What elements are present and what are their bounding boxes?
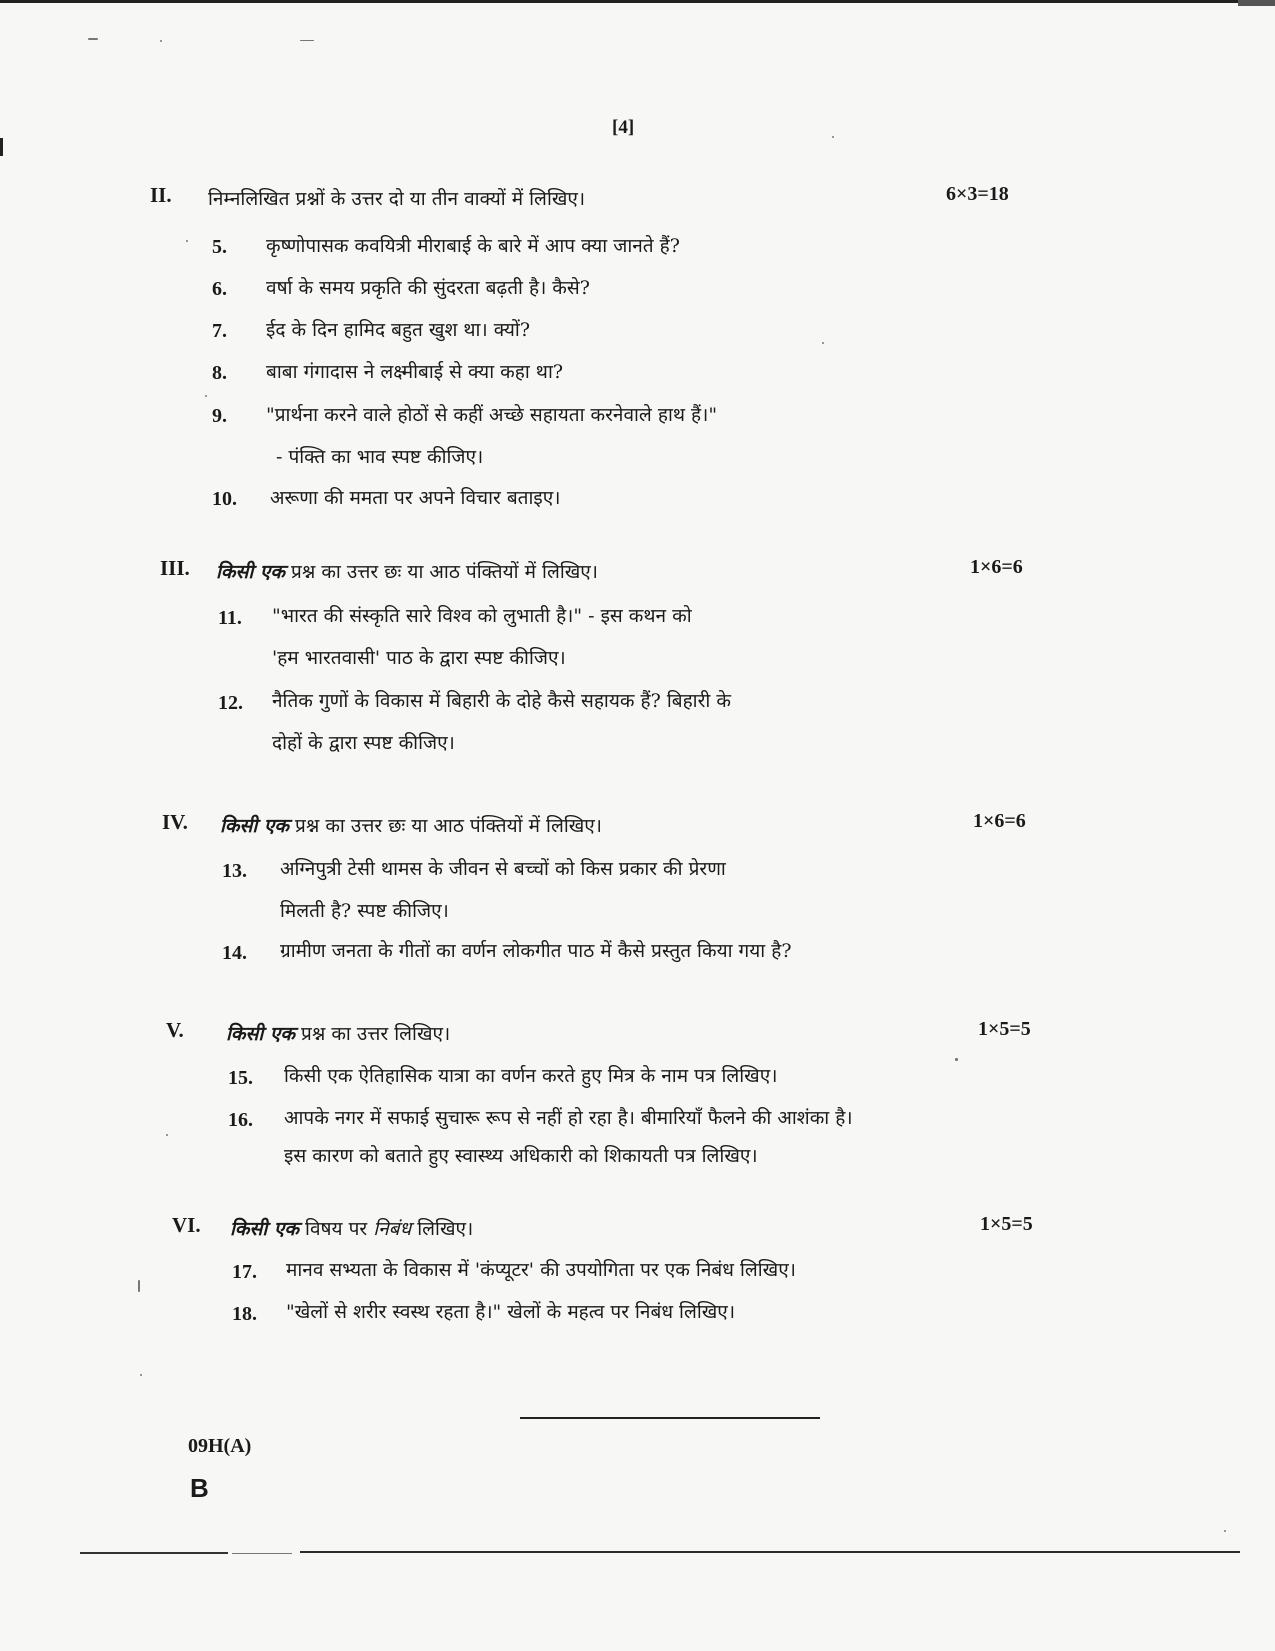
instruction-mid: विषय पर	[305, 1218, 368, 1240]
paper-code: 09H(A)	[188, 1435, 252, 1457]
question-number: 8.	[212, 362, 227, 384]
end-of-paper-rule	[520, 1417, 820, 1419]
section-numeral: IV.	[162, 810, 188, 834]
section-instruction	[220, 812, 602, 838]
question-number: 6.	[212, 278, 227, 300]
question-number: 16.	[228, 1109, 253, 1131]
question-text-continued: दोहों के द्वारा स्पष्ट कीजिए।	[272, 732, 455, 754]
question-text: अरूणा की ममता पर अपने विचार बताइए।	[270, 487, 561, 509]
question-number: 9.	[212, 405, 227, 427]
question-text: ईद के दिन हामिद बहुत खुश था। क्यों?	[266, 319, 531, 341]
scan-speck	[186, 240, 188, 242]
question-text: कृष्णोपासक कवयित्री मीराबाई के बारे में आप क्या जानते हैं?	[266, 235, 680, 257]
instruction-emphasis-2: निबंध	[373, 1218, 412, 1240]
section-iii-header	[0, 556, 1275, 586]
question-text-continued: 'हम भारतवासी' पाठ के द्वारा स्पष्ट कीजिए।	[272, 647, 566, 669]
corner-mark	[1238, 0, 1275, 6]
section-numeral: VI.	[172, 1213, 201, 1237]
section-numeral: II.	[150, 183, 172, 207]
question-number: 15.	[228, 1067, 253, 1089]
question-text: अग्निपुत्री टेसी थामस के जीवन से बच्चों को किस प्रकार की प्रेरणा	[280, 858, 726, 880]
question-text-continued: मिलती है? स्पष्ट कीजिए।	[280, 900, 449, 922]
section-instruction	[230, 1215, 473, 1241]
scan-speck	[140, 1374, 142, 1376]
instruction-emphasis: किसी एक	[226, 1023, 295, 1045]
question-number: 17.	[232, 1261, 257, 1283]
section-marks: 1×5=5	[978, 1018, 1031, 1040]
scan-speck	[1224, 1530, 1226, 1532]
question-number: 11.	[218, 607, 242, 629]
page-number: [4]	[612, 117, 635, 138]
bottom-border-line	[232, 1553, 292, 1554]
section-marks: 1×5=5	[980, 1213, 1033, 1235]
question-text: "प्रार्थना करने वाले होठों से कहीं अच्छे सहायता करनेवाले हाथ हैं।"	[266, 404, 718, 426]
question-text: वर्षा के समय प्रकृति की सुंदरता बढ़ती है। कैसे?	[266, 277, 590, 299]
section-instruction	[216, 558, 598, 584]
section-numeral: V.	[166, 1018, 184, 1042]
section-ii-header	[0, 183, 1275, 213]
question-number: 14.	[222, 942, 247, 964]
instruction-rest: प्रश्न का उत्तर छः या आठ पंक्तियों में लिखिए।	[291, 561, 598, 583]
section-instruction: निम्नलिखित प्रश्नों के उत्तर दो या तीन वाक्यों में लिखिए।	[208, 188, 586, 210]
question-text: बाबा गंगादास ने लक्ष्मीबाई से क्या कहा था?	[266, 361, 564, 383]
question-text: "खेलों से शरीर स्वस्थ रहता है।" खेलों के महत्व पर निबंध लिखिए।	[286, 1301, 736, 1323]
margin-mark	[0, 138, 3, 156]
bottom-border-line	[80, 1552, 228, 1554]
scan-speck	[822, 342, 824, 344]
scan-speck	[205, 395, 207, 397]
scan-speck	[955, 1058, 958, 1061]
section-marks: 6×3=18	[946, 183, 1009, 205]
question-text: किसी एक ऐतिहासिक यात्रा का वर्णन करते हुए मित्र के नाम पत्र लिखिए।	[284, 1065, 778, 1087]
instruction-rest: लिखिए।	[417, 1218, 474, 1240]
instruction-rest: प्रश्न का उत्तर छः या आठ पंक्तियों में लिखिए।	[295, 815, 602, 837]
section-marks: 1×6=6	[973, 810, 1026, 832]
question-text-continued: - पंक्ति का भाव स्पष्ट कीजिए।	[276, 446, 484, 468]
instruction-emphasis: किसी एक	[230, 1218, 299, 1240]
scan-speck	[166, 1134, 168, 1136]
set-letter: B	[190, 1473, 209, 1503]
scan-speck	[300, 40, 314, 41]
scan-speck	[138, 1280, 140, 1292]
section-marks: 1×6=6	[970, 556, 1023, 578]
question-text: "भारत की संस्कृति सारे विश्व को लुभाती है।" - इस कथन को	[272, 605, 692, 627]
question-text: नैतिक गुणों के विकास में बिहारी के दोहे कैसे सहायक हैं? बिहारी के	[272, 690, 731, 712]
top-border-line	[0, 0, 1275, 3]
question-text: ग्रामीण जनता के गीतों का वर्णन लोकगीत पाठ में कैसे प्रस्तुत किया गया है?	[280, 940, 792, 962]
question-number: 18.	[232, 1303, 257, 1325]
section-v-header	[0, 1018, 1275, 1048]
scan-speck	[832, 136, 834, 138]
section-vi-header	[0, 1213, 1275, 1243]
section-instruction	[226, 1020, 450, 1046]
scan-speck	[88, 38, 98, 40]
question-number: 5.	[212, 236, 227, 258]
bottom-border-line	[300, 1551, 1240, 1553]
question-number: 13.	[222, 860, 247, 882]
question-number: 10.	[212, 488, 237, 510]
question-number: 12.	[218, 692, 243, 714]
question-number: 7.	[212, 320, 227, 342]
scan-speck	[160, 40, 162, 42]
question-text: आपके नगर में सफाई सुचारू रूप से नहीं हो रहा है। बीमारियाँ फैलने की आशंका है।	[284, 1107, 853, 1129]
question-text-continued: इस कारण को बताते हुए स्वास्थ्य अधिकारी को शिकायती पत्र लिखिए।	[284, 1145, 758, 1167]
instruction-emphasis: किसी एक	[220, 815, 289, 837]
instruction-rest: प्रश्न का उत्तर लिखिए।	[301, 1023, 451, 1045]
section-numeral: III.	[160, 556, 190, 580]
question-text: मानव सभ्यता के विकास में 'कंप्यूटर' की उपयोगिता पर एक निबंध लिखिए।	[286, 1259, 796, 1281]
section-iv-header	[0, 810, 1275, 840]
instruction-emphasis: किसी एक	[216, 561, 285, 583]
